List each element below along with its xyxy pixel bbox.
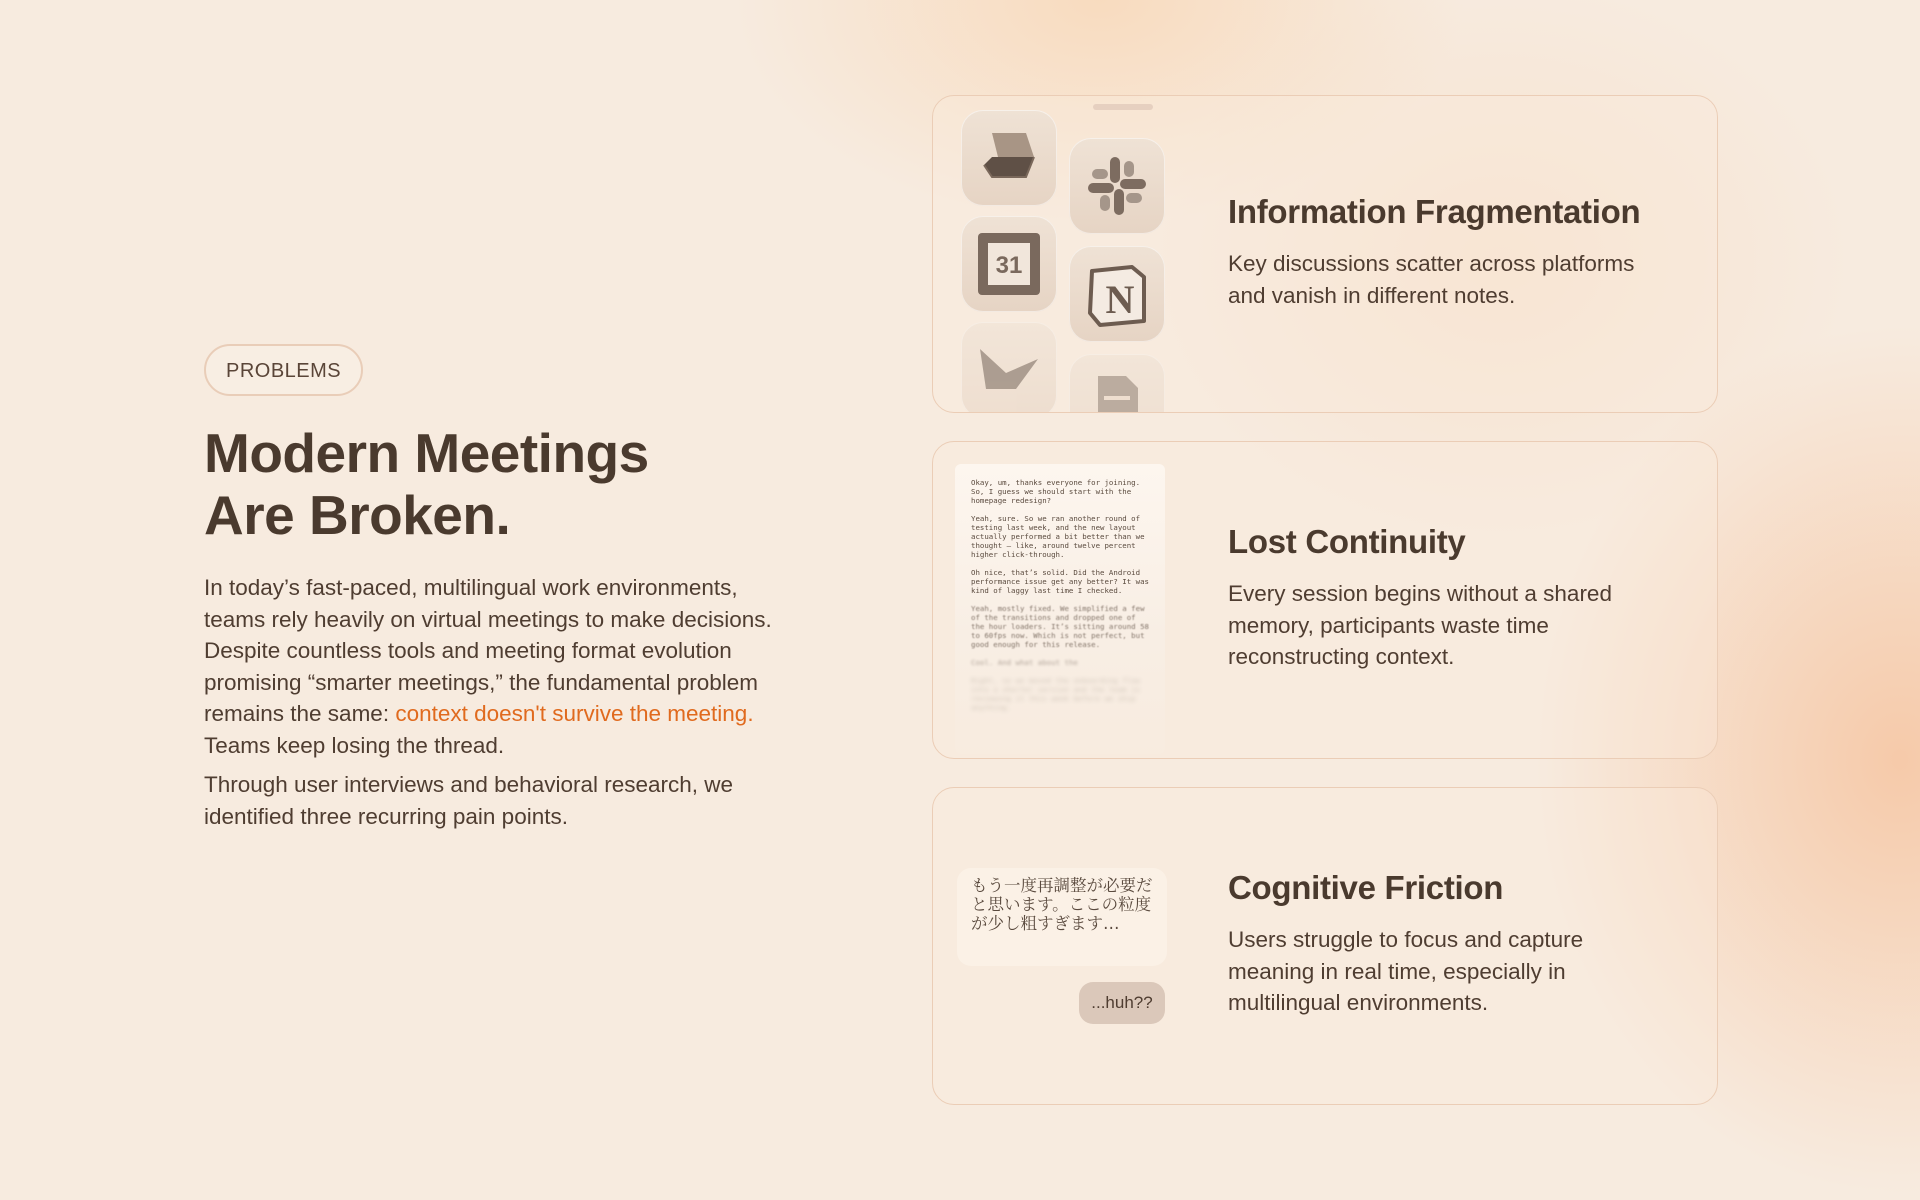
transcript-line: Yeah, mostly fixed. We simplified a few of the transitions and dropped one of the hour loaders. It’s sitting around 58 to 60fps now. Which is not perfect, but good enough for this release.: [971, 604, 1154, 649]
google-drive-icon: [961, 110, 1057, 206]
app-icons-grid: [933, 96, 1203, 413]
intro-text-2: Teams keep losing the thread.: [204, 732, 505, 758]
google-calendar-icon: [961, 216, 1057, 312]
card-description: Key discussions scatter across platforms and vanish in different notes.: [1228, 251, 1635, 308]
microsoft-teams-icon: [961, 322, 1057, 413]
notion-icon: [1069, 246, 1165, 342]
card-title: Information Fragmentation: [1228, 193, 1641, 230]
intro-section: [204, 344, 804, 832]
intro-text-1: In today’s fast-paced, multilingual work environments, teams rely heavily on virtual meetings to make decisions. Despite countless tools and meeting format evolution promising “smarter meetings,” the fundamental problem remains the same:: [204, 575, 772, 726]
meeting-transcript: [955, 464, 1165, 754]
card-lost-continuity: [932, 441, 1718, 759]
card-description: Users struggle to focus and capture meaning in real time, especially in multilingual environments.: [1228, 927, 1584, 1015]
transcript-line: Right, so we moved the onboarding flow into a shorter version and the team is reviewing it this week before we ship anything.: [971, 676, 1145, 712]
japanese-message-bubble: もう一度再調整が必要だと思います。ここの粒度が少し粗すぎます…: [957, 868, 1167, 966]
partial-tile-edge: [1093, 104, 1153, 110]
transcript-line: Yeah, sure. So we ran another round of testing last week, and the new layout actually performed a bit better than we thought — like, around twelve percent higher click-through.: [971, 514, 1149, 559]
card-title: Lost Continuity: [1228, 523, 1466, 560]
notion-letter: N: [1105, 277, 1135, 322]
transcript-line: Cool. And what about the: [971, 658, 1078, 667]
slack-icon: [1069, 138, 1165, 234]
intro-highlight: context doesn't survive the meeting.: [395, 701, 754, 726]
calendar-day-label: 31: [995, 252, 1023, 279]
transcript-line: Oh nice, that’s solid. Did the Android performance issue get any better? It was kind of laggy last time I checked.: [971, 568, 1154, 595]
title-line-2: Are Broken.: [204, 484, 511, 546]
card-information-fragmentation: [932, 95, 1718, 413]
document-icon: [1069, 354, 1165, 413]
card-description: Every session begins without a shared memory, participants waste time reconstructing context.: [1228, 581, 1612, 669]
intro-paragraph: [204, 572, 804, 761]
card-title: Cognitive Friction: [1228, 869, 1504, 906]
reply-bubble: ...huh??: [1079, 982, 1165, 1024]
title-line-1: Modern Meetings: [204, 422, 649, 484]
transcript-line: Okay, um, thanks everyone for joining. So, I guess we should start with the homepage redesign?: [971, 478, 1145, 505]
page-title: [204, 422, 804, 546]
research-paragraph: Through user interviews and behavioral research, we identified three recurring pain points.: [204, 772, 734, 829]
section-tag: PROBLEMS: [204, 344, 363, 396]
card-cognitive-friction: [932, 787, 1718, 1105]
